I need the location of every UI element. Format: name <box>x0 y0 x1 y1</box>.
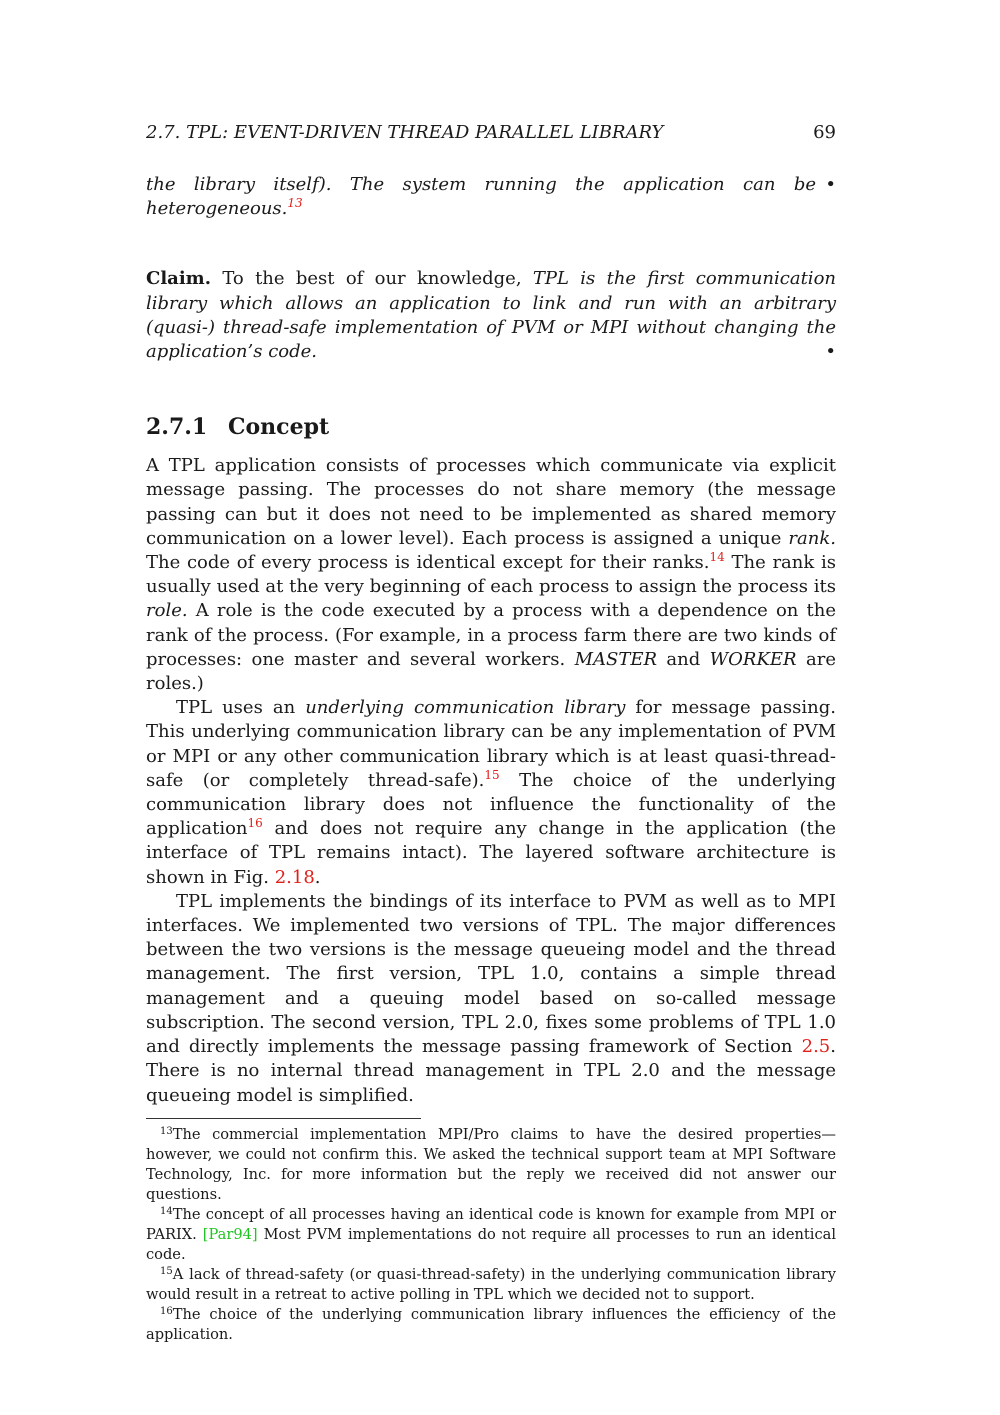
footnote-number: 15 <box>160 1265 173 1277</box>
end-of-definition-mark: • <box>825 174 836 195</box>
footnote-13 <box>146 1125 836 1205</box>
section-heading <box>146 412 836 442</box>
concept-paragraph-3 <box>146 890 836 1108</box>
citation-open-bracket: [ <box>202 1225 209 1243</box>
claim-paragraph <box>146 267 836 364</box>
p2-text-d: and does not require any change in the application (the interface of TPL remains intact). The layered software architecture is shown in Fig. <box>146 818 836 888</box>
figure-ref-2-18[interactable]: 2.18 <box>274 866 315 888</box>
citation-close-bracket: ] <box>251 1225 258 1243</box>
citation-par94[interactable] <box>203 1226 258 1243</box>
footnote-ref-13[interactable]: 13 <box>287 196 303 211</box>
p1-role-term: role. <box>146 600 188 622</box>
p1-text-d: A role is the code executed by a process with a dependence on the rank of the process. (For example, in a process farm there are two kinds of processes: one master and several workers. <box>146 600 836 670</box>
section-title: Concept <box>228 414 330 441</box>
footnote-15 <box>146 1265 836 1305</box>
p1-text-e: are roles.) <box>146 648 836 695</box>
concept-paragraph-2 <box>146 696 836 890</box>
footnote-ref-14[interactable]: 14 <box>709 550 725 565</box>
p3-text-a: TPL implements the bindings of its interface to PVM as well as to MPI interfaces. We implemented two versions of TPL. The major differences between the two versions is the message queueing model and the thread management. The first version, TPL 1.0, contains a simple thread management and a queuing model based on so-called message subscription. The second version, TPL 2.0, fixes some problems of TPL 1.0 and directly implements the message passing framework of Section <box>146 890 836 1058</box>
footnote-rule <box>146 1118 421 1119</box>
claim-label: Claim. <box>146 268 211 290</box>
p3-text-b: . There is no internal thread management in TPL 2.0 and the message queueing model is simplified. <box>146 1036 836 1106</box>
concept-paragraph-1 <box>146 454 836 696</box>
p1-rank-term: rank. <box>788 527 836 549</box>
p2-text-b: for message passing. This underlying communication library can be any implementation of PVM or MPI or any other communication library which is at least quasi-thread-safe (or completely thread-safe). <box>146 697 836 791</box>
footnote-text: The choice of the underlying communication library influences the efficiency of the application. <box>146 1305 836 1343</box>
footnote-text: The concept of all processes having an identical code is known for example from MPI or PARIX. <box>146 1205 836 1243</box>
p1-text-a: A TPL application consists of processes which communicate via explicit message passing. The processes do not share memory (the message passing can but it does not need to be implemented as shared memory communication on a lower level). Each process is assigned a unique <box>146 455 836 549</box>
claim-end-mark: • <box>825 341 836 363</box>
section-ref-2-5[interactable]: 2.5 <box>801 1036 831 1058</box>
citation-key: Par94 <box>208 1225 252 1243</box>
continuation-paragraph <box>146 173 836 221</box>
footnotes <box>146 1125 836 1345</box>
p1-text-c: The rank is usually used at the very beginning of each process to assign the process its <box>146 552 836 598</box>
p2-ucl-term: underlying communication library <box>305 697 626 719</box>
continuation-text: the library itself). The system running the application can be heterogeneous. <box>146 174 816 220</box>
header-section-title: 2.7. TPL: EVENT-DRIVEN THREAD PARALLEL LIBRARY <box>146 122 664 143</box>
footnote-ref-15[interactable]: 15 <box>484 767 500 782</box>
page-number: 69 <box>813 122 836 143</box>
p1-worker-role: WORKER <box>709 648 797 670</box>
footnote-16 <box>146 1305 836 1345</box>
running-header <box>146 118 836 148</box>
p1-and: and <box>666 648 701 670</box>
claim-lead: To the best of our knowledge, <box>222 268 522 290</box>
footnote-text: The commercial implementation MPI/Pro claims to have the desired properties—however, we could not confirm this. We asked the technical support team at MPI Software Technology, Inc. for more information but the reply we received did not answer our questions. <box>146 1125 836 1203</box>
p1-master-role: MASTER <box>574 648 658 670</box>
section-number: 2.7.1 <box>146 414 208 441</box>
p2-text-e: . <box>314 866 321 888</box>
footnote-number: 13 <box>160 1125 173 1137</box>
claim-body: TPL is the first communication library which allows an application to link and run with an arbitrary (quasi-) thread-safe implementation of PVM or MPI without changing the application’s code. <box>146 268 836 363</box>
footnote-number: 14 <box>160 1205 173 1217</box>
p1-text-b: The code of every process is identical except for their ranks. <box>146 552 710 574</box>
p2-text-a: TPL uses an <box>176 697 296 719</box>
footnote-text: A lack of thread-safety (or quasi-thread-safety) in the underlying communication library would result in a retreat to active polling in TPL which we decided not to support. <box>146 1265 836 1303</box>
footnote-ref-16[interactable]: 16 <box>247 816 263 831</box>
footnote-text-cont: Most PVM implementations do not require all processes to run an identical code. <box>146 1225 837 1263</box>
footnote-14 <box>146 1205 836 1265</box>
page <box>146 118 836 1345</box>
p2-text-c: The choice of the underlying communication library does not influence the functionality of the application <box>146 769 836 840</box>
footnote-number: 16 <box>160 1305 173 1317</box>
